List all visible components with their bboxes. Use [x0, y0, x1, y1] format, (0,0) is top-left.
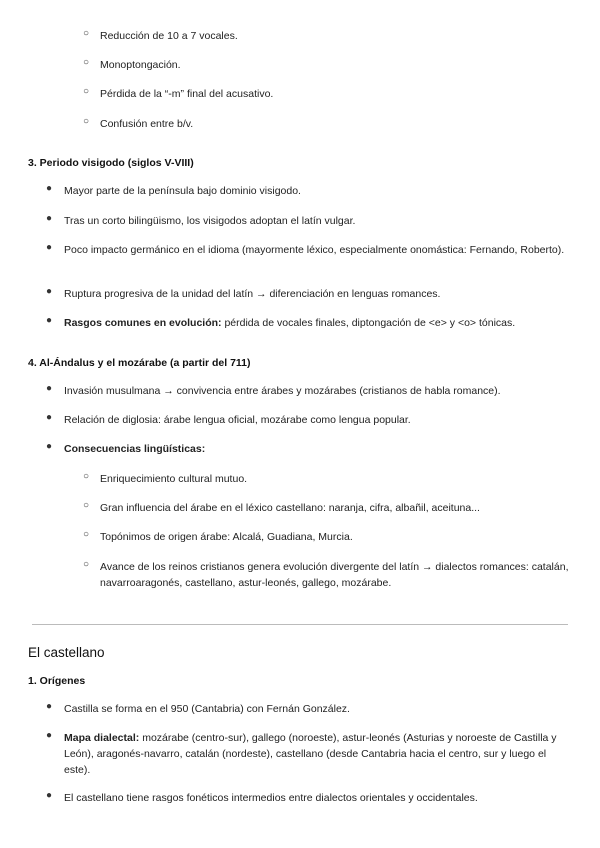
disc-bullet-icon: ● [46, 383, 53, 394]
list-item: Reducción de 10 a 7 vocales. [100, 30, 238, 42]
list-item [64, 730, 574, 778]
circle-bullet-icon: ○ [83, 57, 90, 68]
disc-bullet-icon: ● [46, 441, 53, 452]
section-heading: 4. Al-Ándalus y el mozárabe (a partir del 711) [28, 357, 251, 369]
list-item: Poco impacto germánico en el idioma (mayormente léxico, especialmente onomástica: Fernando, Roberto). [64, 244, 565, 256]
consecuencias-label: Consecuencias lingüísticas: [64, 443, 206, 455]
list-item [64, 441, 574, 457]
list-item: Gran influencia del árabe en el léxico castellano: naranja, cifra, albañil, aceituna... [100, 502, 480, 514]
circle-bullet-icon: ○ [83, 86, 90, 97]
disc-bullet-icon: ● [46, 315, 53, 326]
disc-bullet-icon: ● [46, 183, 53, 194]
list-item: Tras un corto bilingüismo, los visigodos adoptan el latín vulgar. [64, 215, 356, 227]
list-item: Avance de los reinos cristianos genera evolución divergente del latín → dialectos romances: catalán, navarroaragonés, castellano, astur-leonés, gallego, mozárabe. [100, 561, 569, 589]
disc-bullet-icon: ● [46, 213, 53, 224]
list-item: Invasión musulmana → convivencia entre árabes y mozárabes (cristianos de habla romance). [64, 385, 501, 397]
disc-bullet-icon: ● [46, 412, 53, 423]
disc-bullet-icon: ● [46, 286, 53, 297]
list-item: Enriquecimiento cultural mutuo. [100, 473, 248, 485]
disc-bullet-icon: ● [46, 790, 53, 801]
list-item: Castilla se forma en el 950 (Cantabria) con Fernán González. [64, 703, 350, 715]
list-item: Confusión entre b/v. [100, 118, 194, 130]
mapa-text: mozárabe (centro-sur), gallego (noroeste), astur-leonés (Asturias y noroeste de Castilla y León), aragonés-navarro, catalán (nordeste), castellano (desde Cantabria hacia el centro, sur y luego el este). [64, 732, 557, 776]
section-heading: 3. Periodo visigodo (siglos V-VIII) [28, 157, 194, 169]
disc-bullet-icon: ● [46, 730, 53, 741]
list-item: Relación de diglosia: árabe lengua oficial, mozárabe como lengua popular. [64, 414, 411, 426]
mapa-label: Mapa dialectal: [64, 732, 140, 744]
rasgos-label: Rasgos comunes en evolución: [64, 317, 222, 329]
list-item: El castellano tiene rasgos fonéticos intermedios entre dialectos orientales y occidentales. [64, 792, 478, 804]
circle-bullet-icon: ○ [83, 529, 90, 540]
list-item: Topónimos de origen árabe: Alcalá, Guadiana, Murcia. [100, 531, 353, 543]
list-item [64, 315, 574, 331]
circle-bullet-icon: ○ [83, 559, 90, 570]
list-item: Pérdida de la “-m” final del acusativo. [100, 88, 274, 100]
circle-bullet-icon: ○ [83, 500, 90, 511]
disc-bullet-icon: ● [46, 242, 53, 253]
circle-bullet-icon: ○ [83, 28, 90, 39]
section-heading: 1. Orígenes [28, 675, 86, 687]
page-title: El castellano [28, 645, 105, 660]
list-item: Mayor parte de la península bajo dominio visigodo. [64, 185, 301, 197]
list-item: Monoptongación. [100, 59, 181, 71]
section-divider [32, 624, 568, 625]
disc-bullet-icon: ● [46, 701, 53, 712]
list-item: Ruptura progresiva de la unidad del latín → diferenciación en lenguas romances. [64, 288, 441, 300]
circle-bullet-icon: ○ [83, 116, 90, 127]
circle-bullet-icon: ○ [83, 471, 90, 482]
rasgos-text: pérdida de vocales finales, diptongación de <e> y <o> tónicas. [221, 317, 516, 329]
